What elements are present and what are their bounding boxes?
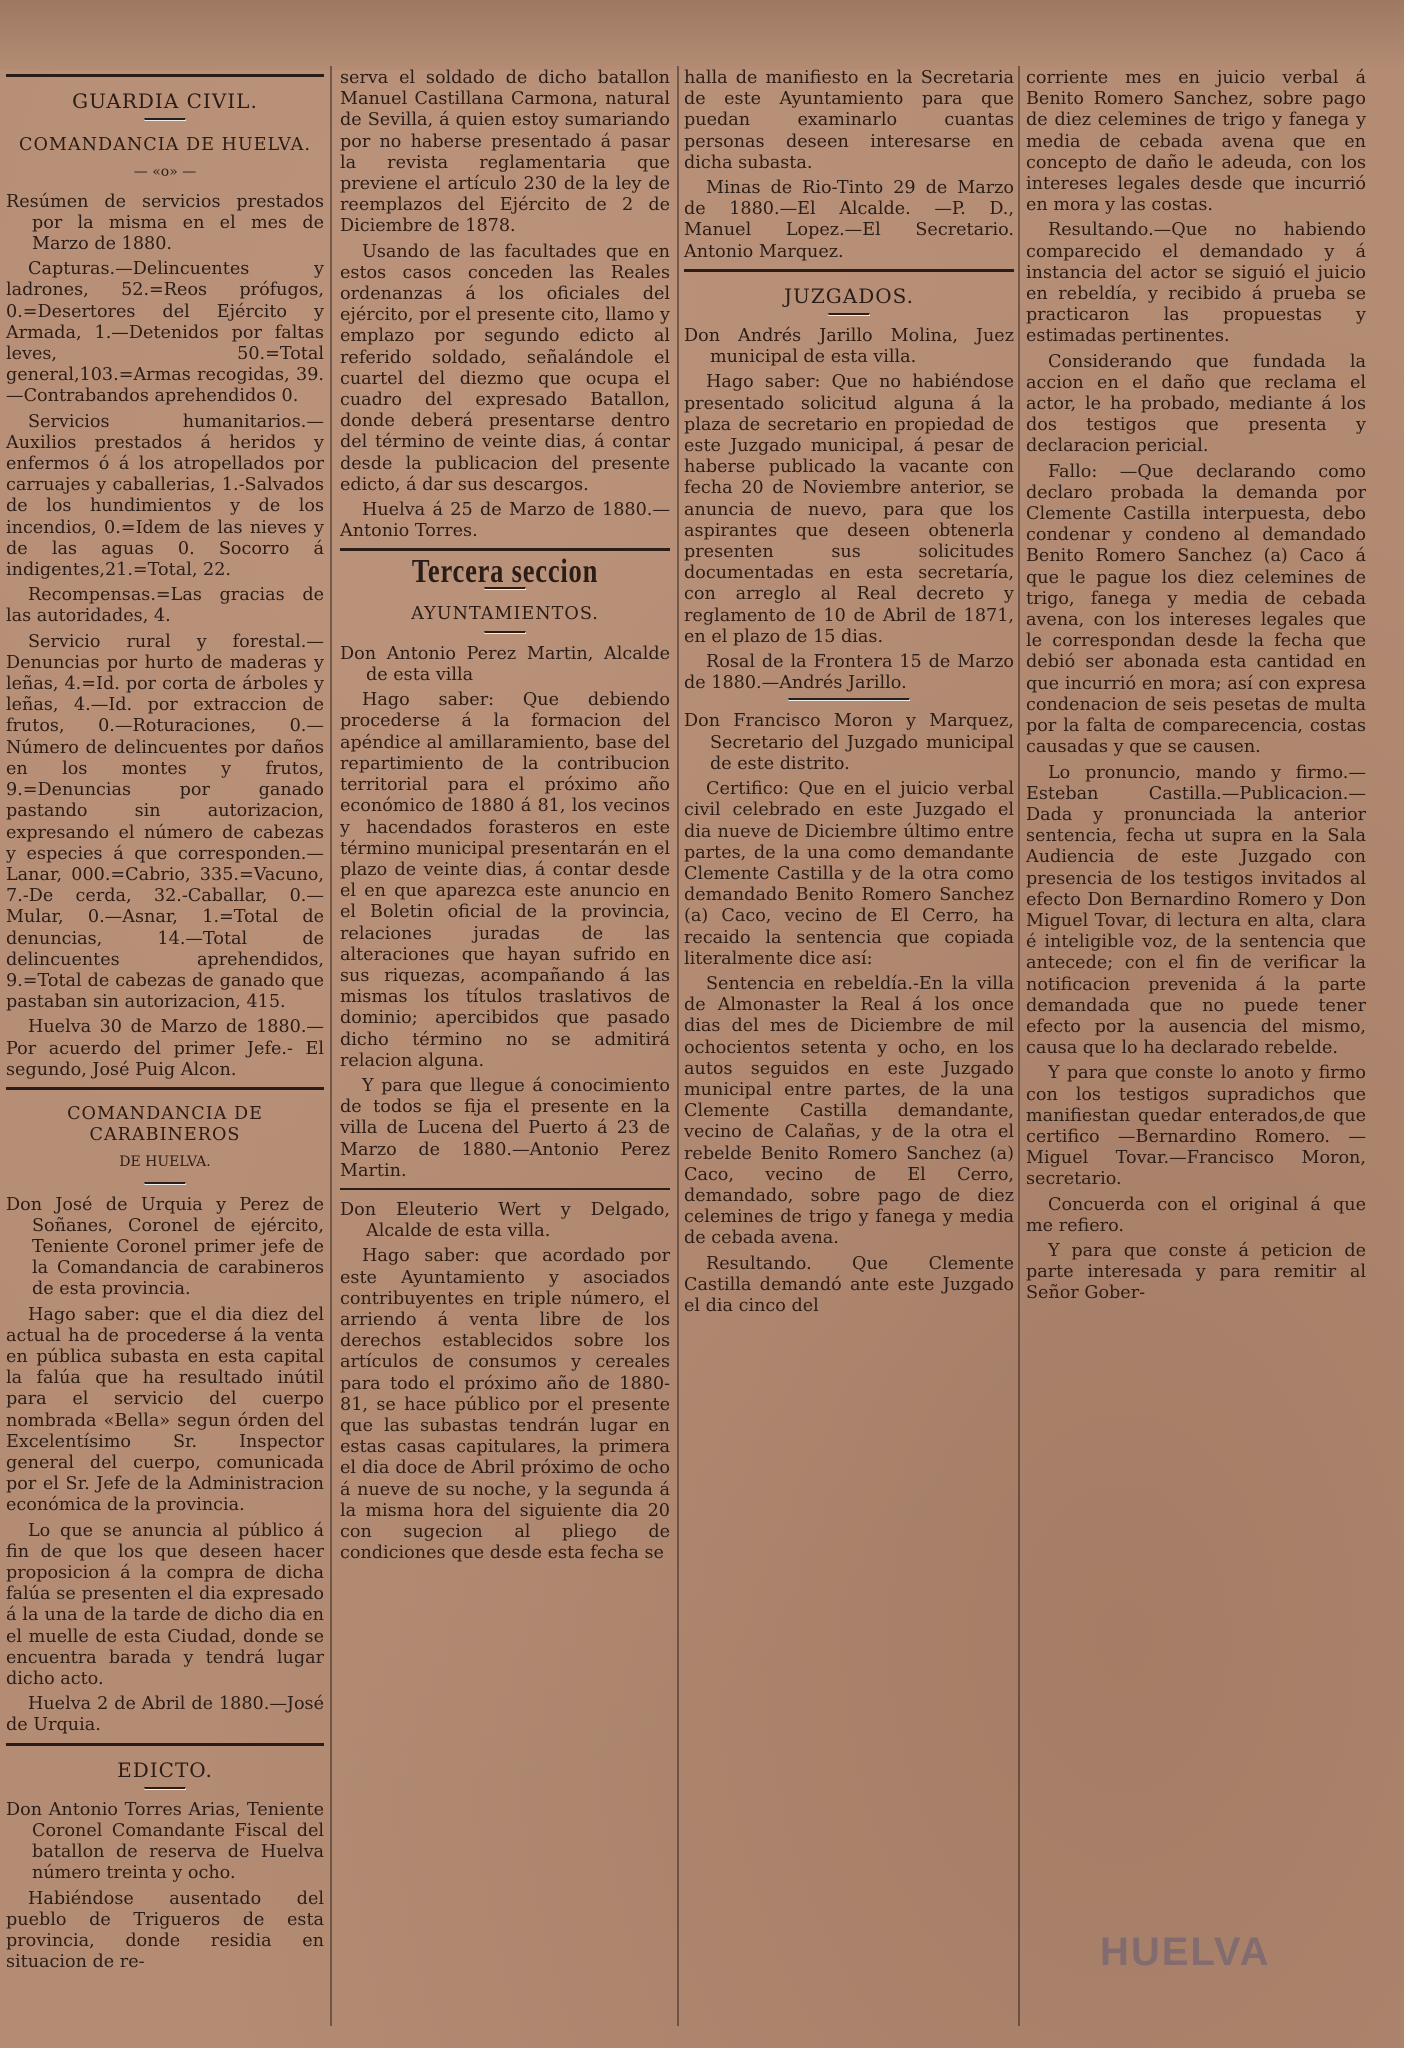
paragraph-servicios: Servicios humanitarios.—Auxilios prestados á heridos y enfermos ó á los atropellados por carruajes y caballerias, 1.-Salvados de los hundimientos y de los incendios, 0.=Idem de las nieves y de las aguas 0. Socorro á indigentes,21.=Total, 22.	[6, 411, 324, 581]
paragraph-certifico: Certifico: Que en el juicio verbal civil celebrado en este Juzgado el dia nueve de Diciembre último entre partes, de la una como demandante Clemente Castilla y de la otra como demandado Benito Romero Sanchez (a) Caco, vecino de El Cerro, ha recaido la sentencia que copiada literalmente dice así:	[684, 779, 1014, 969]
section-heading-carabineros: COMANDANCIA DE CARABINEROS	[67, 1103, 263, 1146]
paragraph-hago-saber: Hago saber: Que debiendo procederse á la formacion del apéndice al amillaramiento, base del repartimiento de la contribucion territorial para el próximo año económico de 1880 á 81, los vecinos y hacendados forasteros en este término municipal presentarán en el plazo de veinte dias, á contar desde el en que aparezca este anuncio en el Boletin oficial de la provincia, relaciones juradas de las alteraciones que hayan sufrido en sus riquezas, acompañando á las mismas los títulos traslativos de dominio; apercibidos que pasado dicho término no se admitirá relacion alguna.	[340, 690, 670, 1071]
paragraph-capturas: Capturas.—Delincuentes y ladrones, 52.=Reos prófugos, 0.=Desertores del Ejército y Armada, 1.—Detenidos por faltas leves, 50.=Total general,103.=Armas recogidas, 39.—Contrabandos aprehendidos 0.	[6, 259, 324, 407]
paragraph-don-antonio-torres: Don Antonio Torres Arias, Teniente Coronel Comandante Fiscal del batallon de reserva de Huelva número treinta y ocho.	[6, 1799, 324, 1884]
paragraph-habiendose: Habiéndose ausentado del pueblo de Trigueros de esta provincia, donde residia en situacion de re-	[6, 1888, 324, 1973]
section-heading-juzgados: JUZGADOS.	[784, 283, 914, 308]
column-divider	[330, 66, 332, 2026]
paragraph-recompensas: Recompensas.=Las gracias de las autoridades, 4.	[6, 585, 324, 627]
paragraph-resumen: Resúmen de servicios prestados por la misma en el mes de Marzo de 1880.	[6, 191, 324, 255]
section-heading-ayuntamientos: AYUNTAMIENTOS.	[411, 603, 599, 624]
paragraph-lo-pronuncio: Lo pronuncio, mando y firmo.—Esteban Castilla.—Publicacion.—Dada y pronunciada la anterior sentencia, fecha ut supra en la Sala Audiencia de este Juzgado con presencia de los testigos invitados al efecto Don Bernardino Romero y Don Miguel Tovar, di lectura en alta, clara é inteligible voz, de la sentencia que antecede; con el fin de verificar la notificacion prevenida á la parte demandada que no puede tener efecto por la ausencia del mismo, causa que lo ha declarado rebelde.	[1026, 762, 1366, 1059]
short-rule	[144, 118, 186, 121]
section-title-tercera: Tercera seccion	[411, 553, 599, 591]
short-rule	[788, 698, 910, 701]
paragraph-continuation: corriente mes en juicio verbal á Benito Romero Sanchez, sobre pago de diez celemines de trigo y fanega y media de cebada avena que en concepto de daño le adeuda, con los intereses legales desde que incurrió en mora y las costas.	[1026, 68, 1366, 216]
paragraph-concuerda: Concuerda con el original á que me refiero.	[1026, 1194, 1366, 1236]
section-rule	[340, 1188, 670, 1190]
column-1	[6, 68, 324, 1977]
page-top-margin	[0, 0, 1404, 70]
signature-guardia: Huelva 30 de Marzo de 1880.—Por acuerdo del primer Jefe.- El segundo, José Puig Alcon.	[6, 1017, 324, 1080]
paragraph-lo-que: Lo que se anuncia al público á fin de que los que deseen hacer proposicion á la compra de dicha falúa se presenten el dia expresado á la una de la tarde de dicho dia en el muelle de esta Ciudad, donde se encuentra barada y tendrá lugar dicho acto.	[6, 1520, 324, 1690]
signature-minas: Minas de Rio-Tinto 29 de Marzo de 1880.—El Alcalde. —P. D., Manuel Lopez.—El Secretario. Antonio Marquez.	[684, 178, 1014, 262]
signature-torres: Huelva á 25 de Marzo de 1880.—Antonio Torres.	[340, 500, 670, 542]
paragraph-resultando: Resultando. Que Clemente Castilla demandó ante este Juzgado el dia cinco del	[684, 1253, 1014, 1316]
short-rule	[484, 631, 526, 634]
paragraph-y-para-2: Y para que conste á peticion de parte interesada y para remitir al Señor Gober-	[1026, 1240, 1366, 1304]
subheading-carabineros: DE HUELVA.	[119, 1154, 211, 1171]
ornament: — «o» —	[133, 164, 197, 181]
section-rule	[6, 1743, 324, 1746]
short-rule	[828, 313, 870, 316]
column-divider	[1018, 66, 1020, 2026]
paragraph-y-para: Y para que llegue á conocimiento de todos se fija el presente en la villa de Lucena del Puerto á 23 de Marzo de 1880.—Antonio Perez Martin.	[340, 1075, 670, 1181]
subheading-comandancia-huelva: COMANDANCIA DE HUELVA.	[19, 135, 311, 156]
paragraph-sentencia: Sentencia en rebeldía.-En la villa de Almonaster la Real á los once dias del mes de Diciembre de mil ochocientos setenta y ocho, en los autos seguidos en este Juzgado municipal entre partes, de la una Clemente Castilla demandante, vecino de Calañas, y de la otra el rebelde Benito Romero Sanchez (a) Caco, vecino de El Cerro, demandado, sobre pago de diez celemines de trigo y fanega y media de cebada avena.	[684, 973, 1014, 1249]
signature-carabineros: Huelva 2 de Abril de 1880.—José de Urquia.	[6, 1694, 324, 1736]
column-2	[340, 68, 670, 1568]
column-divider	[677, 66, 679, 2026]
section-rule	[684, 269, 1014, 272]
signature-rosal: Rosal de la Frontera 15 de Marzo de 1880.—Andrés Jarillo.	[684, 652, 1014, 694]
paragraph-continuation: serva el soldado de dicho batallon Manuel Castillana Carmona, natural de Sevilla, á quien estoy sumariando por no haberse presentado á pasar la revista reglamentaria que previene el artículo 230 de la ley de reemplazos del Ejército de 2 de Diciembre de 1878.	[340, 68, 670, 237]
paragraph-rural: Servicio rural y forestal.—Denuncias por hurto de maderas y leñas, 4.=Id. por corta de árboles y leñas, 4.—Id. por extraccion de frutos, 0.—Roturaciones, 0.—Número de delincuentes por daños en los montes y frutos, 9.=Denuncias por ganado pastando sin autorizacion, expresando el número de cabezas y especies á que corresponden.—Lanar, 000.=Cabrio, 335.=Vacuno, 7.-De cerda, 32.-Caballar, 0.—Mular, 0.—Asnar, 1.=Total de denuncias, 14.—Total de delincuentes aprehendidos, 9.=Total de cabezas de ganado que pastaban sin autorizacion, 415.	[6, 631, 324, 1013]
paragraph-don-francisco: Don Francisco Moron y Marquez, Secretario del Juzgado municipal de este distrito.	[684, 711, 1014, 774]
paragraph-fallo: Fallo: —Que declarando como declaro probada la demanda por Clemente Castilla interpuesta, debo condenar y condeno al demandado Benito Romero Sanchez (a) Caco á que le pague los diez celemines de trigo, fanega y media de cebada avena, con los intereses legales que le correspondan desde la fecha que debió ser abonada esta cantidad en que incurrió en mora; así con expresa condenacion de seis pesetas de multa por la falta de comparecencia, costas causadas y que se causen.	[1026, 461, 1366, 758]
column-3	[684, 68, 1014, 1321]
paragraph-considerando: Considerando que fundada la accion en el daño que reclama el actor, le ha probado, mediante á los dos testigos que presenta y declaracion pericial.	[1026, 351, 1366, 457]
section-rule	[6, 74, 324, 77]
section-heading-edicto: EDICTO.	[117, 1757, 213, 1782]
section-rule	[6, 1087, 324, 1090]
section-rule	[340, 548, 670, 551]
paragraph-usando: Usando de las facultades que en estos casos conceden las Reales ordenanzas á los oficiales del ejército, por el presente cito, llamo y emplazo por segundo edicto al referido soldado, señalándole el cuartel del diezmo que ocupa el cuadro del expresado Batallon, donde deberá presentarse dentro del término de veinte dias, á contar desde la publicacion del presente edicto, á dar sus descargos.	[340, 241, 670, 495]
archive-watermark: HUELVA	[1100, 1930, 1271, 1974]
column-4	[1026, 68, 1366, 1309]
paragraph-continuation: halla de manifiesto en la Secretaria de este Ayuntamiento para que puedan examinarlo cuantas personas deseen interesarse en dicha subasta.	[684, 68, 1014, 173]
paragraph-hago-saber: Hago saber: Que no habiéndose presentado solicitud alguna á la plaza de secretario en propiedad de este Juzgado municipal, á pesar de haberse publicado la vacante con fecha 20 de Noviembre anterior, se anuncia de nuevo, para que los aspirantes que deseen obtenerla presenten sus solicitudes documentadas en esta secretaría, con arreglo al Real decreto y reglamento de 10 de Abril de 1871, en el plazo de 15 dias.	[684, 372, 1014, 647]
paragraph-hago-saber: Hago saber: que el dia diez del actual ha de procederse á la venta en pública subasta en esta capital la falúa que ha resultado inútil para el servicio del cuerpo nombrada «Bella» segun órden del Excelentísimo Sr. Inspector general del cuerpo, comunicada por el Sr. Jefe de la Administracion económica de la provincia.	[6, 1304, 324, 1516]
paragraph-don-antonio-perez: Don Antonio Perez Martin, Alcalde de esta villa	[340, 643, 670, 686]
section-heading-guardia-civil: GUARDIA CIVIL.	[72, 89, 258, 113]
paragraph-resultando: Resultando.—Que no habiendo comparecido el demandado y á instancia del actor se siguió el juicio en rebeldía, y recibido á prueba se practicaron las propuestas y estimadas pertinentes.	[1026, 220, 1366, 347]
paragraph-don-andres: Don Andrés Jarillo Molina, Juez municipal de esta villa.	[684, 326, 1014, 368]
short-rule	[144, 1182, 186, 1185]
paragraph-hago-saber: Hago saber: que acordado por este Ayuntamiento y asociados contribuyentes en triple número, el arriendo á venta libre de los derechos establecidos sobre los artículos de consumos y cereales para todo el próximo año de 1880-81, se hace público por el presente que las subastas tendrán lugar en estas casas capitulares, la primera el dia doce de Abril próximo de ocho á nueve de su noche, y la segunda á la misma hora del siguiente dia 20 con sugecion al pliego de condiciones que desde esta fecha se	[340, 1246, 670, 1564]
paragraph-don-jose: Don José de Urquia y Perez de Soñanes, Coronel de ejército, Teniente Coronel primer jefe de la Comandancia de carabineros de esta provincia.	[6, 1194, 324, 1300]
paragraph-y-para: Y para que conste lo anoto y firmo con los testigos supradichos que manifiestan quedar enterados,de que certifico —Bernardino Romero. —Miguel Tovar.—Francisco Moron, secretario.	[1026, 1063, 1366, 1190]
paragraph-don-eleuterio: Don Eleuterio Wert y Delgado, Alcalde de esta villa.	[340, 1199, 670, 1242]
short-rule	[144, 1787, 186, 1790]
